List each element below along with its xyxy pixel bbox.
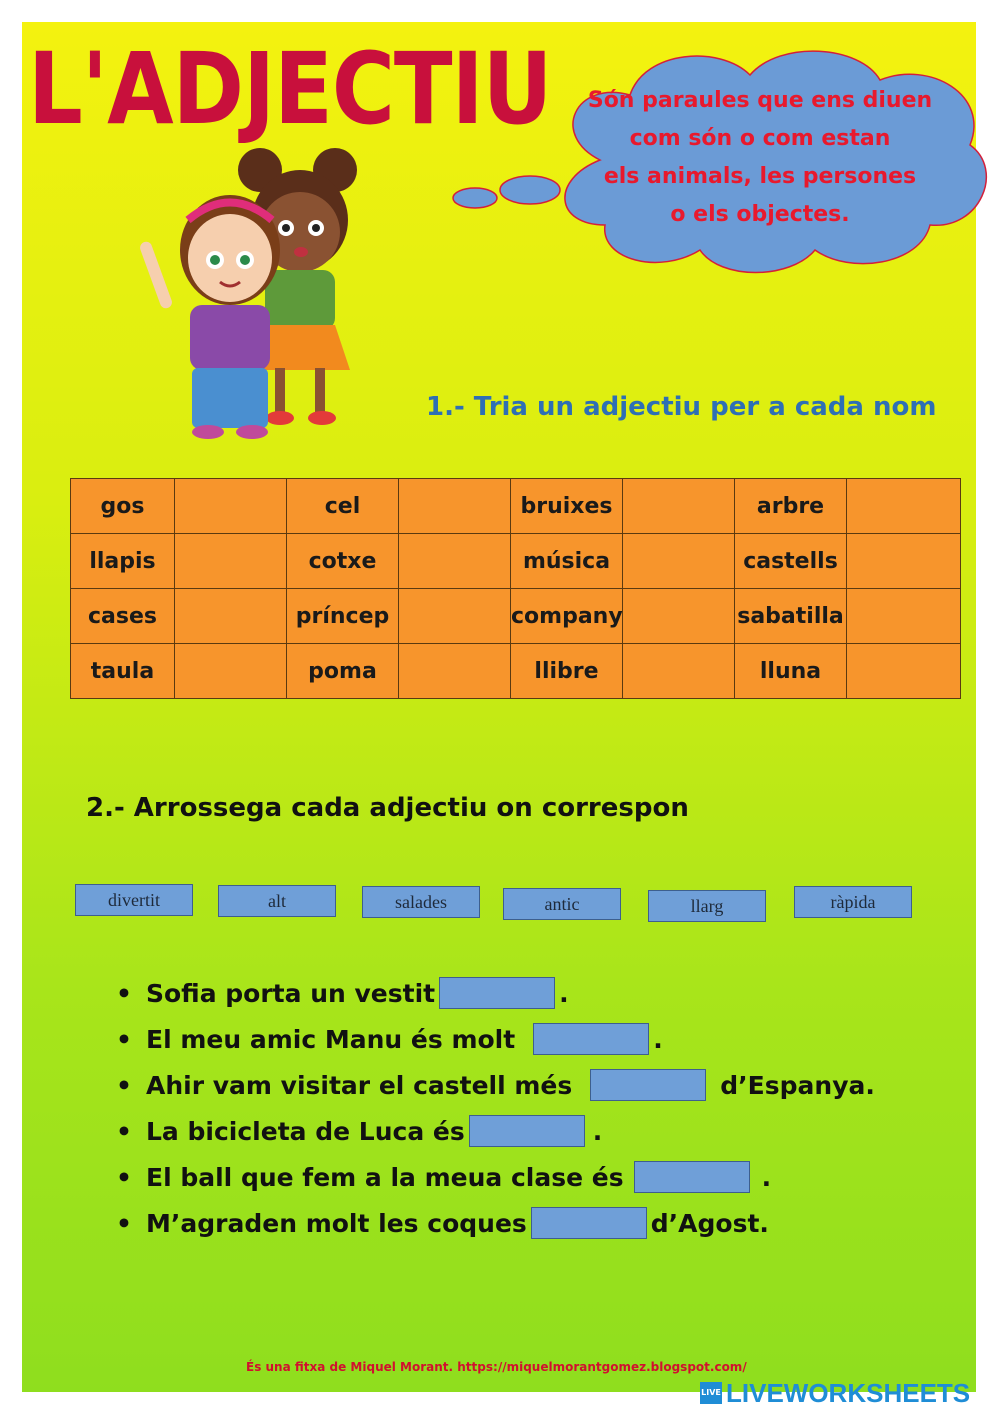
noun-cell: castells bbox=[735, 534, 847, 589]
sentence-end: . bbox=[592, 1116, 603, 1146]
bullet: • bbox=[116, 1070, 132, 1100]
drag-chip-divertit[interactable]: divertit bbox=[75, 884, 193, 916]
sentence-end: d’Agost. bbox=[650, 1208, 769, 1238]
drop-zone[interactable] bbox=[531, 1207, 647, 1239]
sentence-text: El ball que fem a la meua clase és bbox=[146, 1162, 624, 1192]
noun-cell: cel bbox=[287, 479, 399, 534]
answer-input-cell[interactable] bbox=[399, 589, 511, 644]
noun-cell: sabatilla bbox=[735, 589, 847, 644]
table-row bbox=[71, 589, 961, 644]
noun-cell: llibre bbox=[511, 644, 623, 699]
answer-input-cell[interactable] bbox=[399, 644, 511, 699]
sentence-list bbox=[110, 970, 930, 1246]
drop-zone[interactable] bbox=[533, 1023, 649, 1055]
table-row bbox=[71, 479, 961, 534]
bullet: • bbox=[116, 1116, 132, 1146]
brand-name: LIVEWORKSHEETS bbox=[726, 1377, 971, 1408]
brand-logo[interactable] bbox=[700, 1378, 970, 1408]
noun-cell: arbre bbox=[735, 479, 847, 534]
drop-zone[interactable] bbox=[469, 1115, 585, 1147]
noun-cell: gos bbox=[71, 479, 175, 534]
sentence-text: Ahir vam visitar el castell més bbox=[146, 1070, 573, 1100]
table-row bbox=[71, 644, 961, 699]
answer-input-cell[interactable] bbox=[175, 589, 287, 644]
answer-input-cell[interactable] bbox=[623, 534, 735, 589]
noun-cell: taula bbox=[71, 644, 175, 699]
drag-chip-antic[interactable]: antic bbox=[503, 888, 621, 920]
sentence-text: La bicicleta de Luca és bbox=[146, 1116, 465, 1146]
list-item bbox=[110, 970, 930, 1016]
noun-cell: poma bbox=[287, 644, 399, 699]
list-item bbox=[110, 1062, 930, 1108]
noun-cell: bruixes bbox=[511, 479, 623, 534]
bullet: • bbox=[116, 1208, 132, 1238]
drag-chip-llarg[interactable]: llarg bbox=[648, 890, 766, 922]
answer-input-cell[interactable] bbox=[847, 479, 961, 534]
exercise1-heading: 1.- Tria un adjectiu per a cada nom bbox=[426, 392, 937, 422]
drop-zone[interactable] bbox=[439, 977, 555, 1009]
bullet: • bbox=[116, 1162, 132, 1192]
drop-zone[interactable] bbox=[590, 1069, 706, 1101]
noun-cell: lluna bbox=[735, 644, 847, 699]
noun-table bbox=[70, 478, 961, 699]
sentence-end: d’Espanya. bbox=[720, 1070, 875, 1100]
bullet: • bbox=[116, 978, 132, 1008]
bullet: • bbox=[116, 1024, 132, 1054]
sentence-end: . bbox=[559, 978, 569, 1008]
live-badge-icon: LIVE bbox=[700, 1382, 722, 1404]
children-illustration bbox=[130, 140, 380, 450]
answer-input-cell[interactable] bbox=[399, 534, 511, 589]
sentence-end: . bbox=[653, 1024, 663, 1054]
page-title: L'ADJECTIU bbox=[28, 31, 552, 147]
answer-input-cell[interactable] bbox=[399, 479, 511, 534]
answer-input-cell[interactable] bbox=[847, 644, 961, 699]
sentence-end: . bbox=[761, 1162, 772, 1192]
answer-input-cell[interactable] bbox=[847, 589, 961, 644]
noun-cell: cases bbox=[71, 589, 175, 644]
adjective-definition: Són paraules que ens diuen com són o com estan els animals, les persones o els objectes. bbox=[587, 88, 933, 227]
drop-zone[interactable] bbox=[634, 1161, 750, 1193]
footer-credit: És una fitxa de Miquel Morant. https://miquelmorantgomez.blogspot.com/ bbox=[246, 1360, 747, 1374]
list-item bbox=[110, 1200, 930, 1246]
exercise2-heading: 2.- Arrossega cada adjectiu on correspon bbox=[86, 793, 689, 823]
sentence-text: El meu amic Manu és molt bbox=[146, 1024, 516, 1054]
noun-cell: cotxe bbox=[287, 534, 399, 589]
list-item bbox=[110, 1154, 930, 1200]
list-item bbox=[110, 1016, 930, 1062]
answer-input-cell[interactable] bbox=[623, 479, 735, 534]
noun-cell: company bbox=[511, 589, 623, 644]
list-item bbox=[110, 1108, 930, 1154]
answer-input-cell[interactable] bbox=[175, 534, 287, 589]
answer-input-cell[interactable] bbox=[623, 589, 735, 644]
sentence-text: Sofia porta un vestit bbox=[146, 978, 436, 1008]
sentence-text: M’agraden molt les coques bbox=[146, 1208, 527, 1238]
drag-chip-rapida[interactable]: ràpida bbox=[794, 886, 912, 918]
answer-input-cell[interactable] bbox=[175, 479, 287, 534]
answer-input-cell[interactable] bbox=[623, 644, 735, 699]
noun-cell: príncep bbox=[287, 589, 399, 644]
table-row bbox=[71, 534, 961, 589]
drag-chip-alt[interactable]: alt bbox=[218, 885, 336, 917]
drag-chip-salades[interactable]: salades bbox=[362, 886, 480, 918]
answer-input-cell[interactable] bbox=[175, 644, 287, 699]
noun-cell: llapis bbox=[71, 534, 175, 589]
answer-input-cell[interactable] bbox=[847, 534, 961, 589]
noun-cell: música bbox=[511, 534, 623, 589]
